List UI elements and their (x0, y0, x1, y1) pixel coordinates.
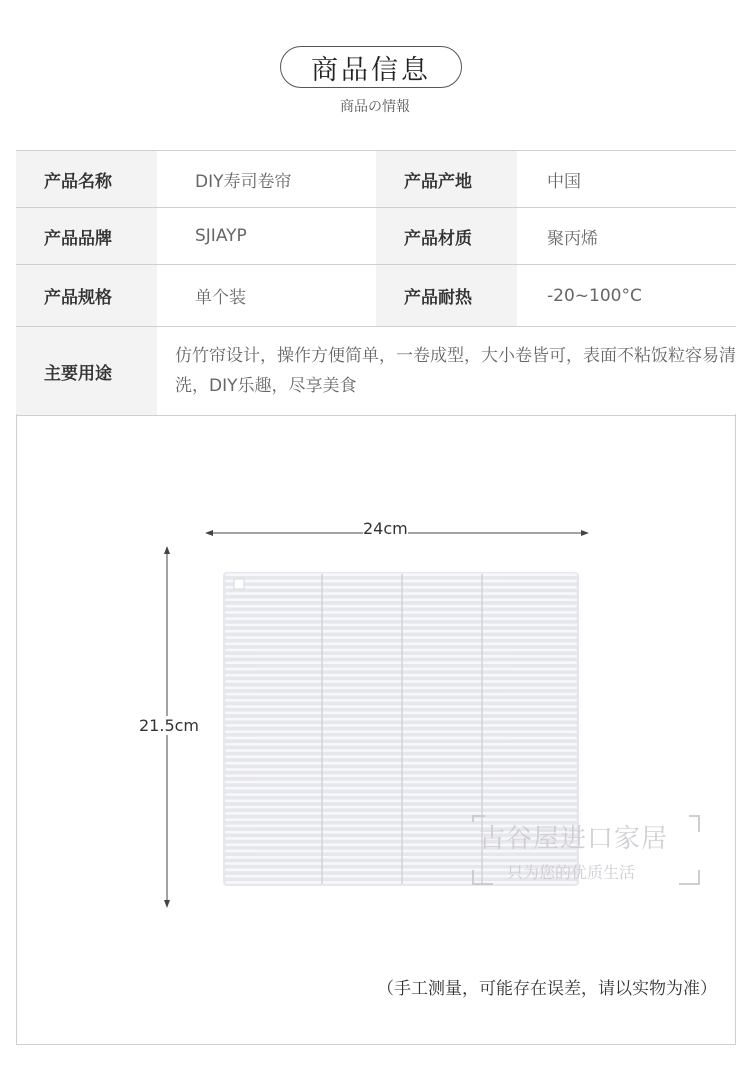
product-image-panel (16, 414, 736, 1045)
spec-value: 单个装 (157, 265, 376, 326)
mat-slat (225, 793, 577, 796)
mat-slat (225, 611, 577, 614)
mat-slat (225, 617, 577, 620)
mat-slat (225, 573, 577, 576)
spec-value: 聚丙烯 (517, 208, 736, 264)
title-pill (280, 46, 462, 88)
spec-value: SJIAYP (157, 208, 376, 264)
mat-slat (225, 737, 577, 740)
mat-slat (225, 668, 577, 671)
height-label: 21.5cm (139, 716, 200, 735)
mat-slat (225, 705, 577, 708)
spec-row-usage (16, 327, 736, 416)
spec-label: 产品产地 (376, 151, 517, 207)
arrow-up-icon (164, 546, 170, 554)
arrow-left-icon (205, 530, 213, 536)
mat-slat (225, 799, 577, 802)
mat-slat (225, 762, 577, 765)
mat-slat (225, 592, 577, 595)
mat-slat (225, 599, 577, 602)
spec-label: 产品名称 (16, 151, 157, 207)
mat-slat (225, 655, 577, 658)
mat-slat (225, 774, 577, 777)
mat-slat (225, 649, 577, 652)
mat-slat (225, 693, 577, 696)
mat-slat (225, 642, 577, 645)
spec-row (16, 208, 736, 265)
mat-slat (225, 743, 577, 746)
hang-hole (234, 579, 244, 589)
section-header (0, 0, 750, 130)
mat-slat (225, 580, 577, 583)
measurement-note: （手工测量，可能存在误差，请以实物为准） (377, 979, 717, 999)
mat-slat (225, 674, 577, 677)
spec-row (16, 265, 736, 327)
mat-slat (225, 756, 577, 759)
mat-slat (225, 787, 577, 790)
usage-value: 仿竹帘设计，操作方便简单，一卷成型，大小卷皆可，表面不粘饭粒容易清洗，DIY乐趣，尽享美食 (175, 346, 736, 396)
watermark-line2: 只为您的优质生活 (507, 863, 636, 882)
spec-label: 产品品牌 (16, 208, 157, 264)
watermark-line1: 古谷屋进口家居 (479, 824, 669, 854)
mat-slat (225, 712, 577, 715)
mat-slat (225, 630, 577, 633)
mat-slat (225, 806, 577, 809)
mat-slat (225, 686, 577, 689)
spec-label: 产品规格 (16, 265, 157, 326)
mat-slat (225, 699, 577, 702)
spec-value: DIY寿司卷帘 (157, 151, 376, 207)
spec-label: 产品耐热 (376, 265, 517, 326)
mat-slat (225, 624, 577, 627)
section-title: 商品信息 (311, 54, 431, 86)
mat-slat (225, 586, 577, 589)
spec-row (16, 151, 736, 208)
mat-slat (225, 730, 577, 733)
mat-slat (225, 749, 577, 752)
arrow-down-icon (164, 900, 170, 908)
mat-slat (225, 781, 577, 784)
mat-slat (225, 768, 577, 771)
mat-slat (225, 661, 577, 664)
mat-slat (225, 636, 577, 639)
spec-table (16, 150, 736, 416)
mat-slat (225, 605, 577, 608)
mat-slat (225, 724, 577, 727)
mat-slat (225, 718, 577, 721)
arrow-right-icon (581, 530, 589, 536)
spec-label: 产品材质 (376, 208, 517, 264)
section-subtitle: 商品の情報 (340, 99, 410, 115)
width-label: 24cm (363, 519, 408, 538)
usage-label: 主要用途 (16, 327, 157, 415)
mat-slat (225, 680, 577, 683)
spec-value: -20~100°C (517, 265, 736, 326)
watermark-logo (467, 812, 707, 892)
spec-value: 中国 (517, 151, 736, 207)
